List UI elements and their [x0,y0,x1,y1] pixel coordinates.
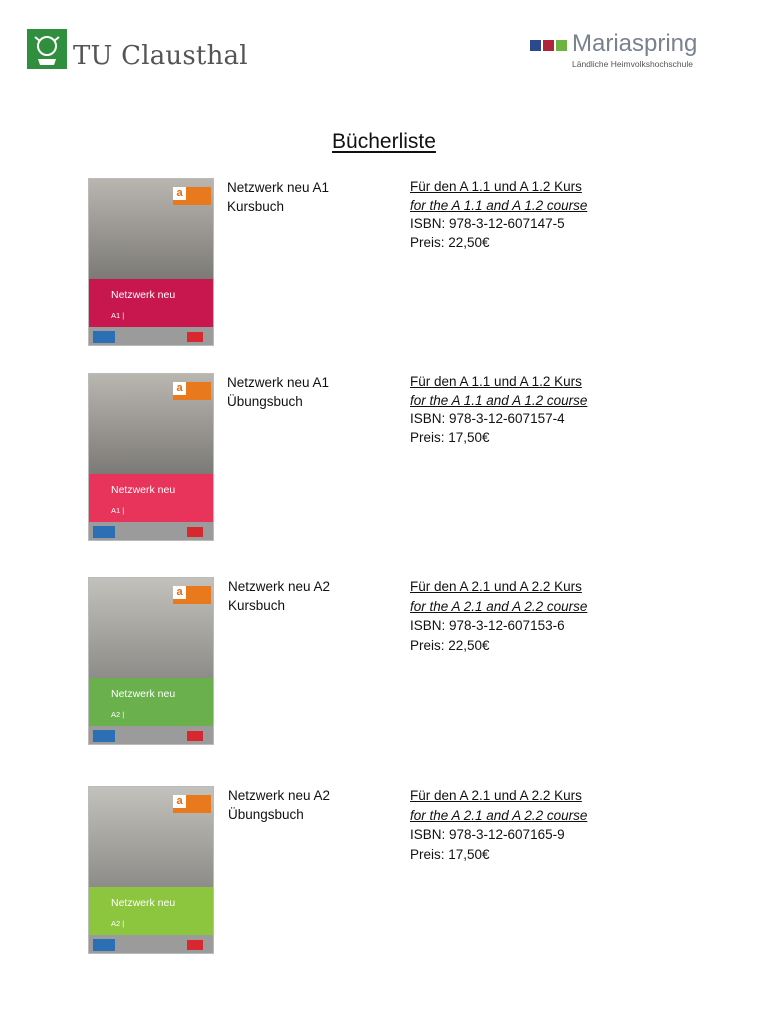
course-en: for the A 1.1 and A 1.2 course [410,197,588,213]
cover-title: Netzwerk neu [111,289,176,301]
book-title [227,178,329,216]
book-cover [88,786,214,954]
cover-footer [89,327,213,346]
klett-logo-icon [187,527,203,537]
book-cover [88,577,214,745]
cover-title: Netzwerk neu [111,688,176,700]
app-a-icon: a [173,187,186,200]
klett-logo-icon [187,731,203,741]
book-name: Netzwerk neu A1 [227,180,330,195]
page-title: Bücherliste [332,130,436,153]
course-en: for the A 2.1 and A 2.2 course [410,598,588,614]
book-entry [0,786,768,956]
book-entry [0,577,768,747]
cover-level: A1 | [111,311,125,320]
book-title [227,373,329,411]
book-name: Netzwerk neu A2 [228,579,331,594]
isbn: ISBN: 978-3-12-607153-6 [410,618,565,633]
mariaspring-logo [530,30,740,74]
isbn: ISBN: 978-3-12-607157-4 [410,411,565,426]
book-entry [0,178,768,348]
course-en: for the A 2.1 and A 2.2 course [410,807,588,823]
cover-footer [89,726,213,745]
app-a-icon: a [173,382,186,395]
cover-band [89,887,213,935]
book-type: Kursbuch [228,598,286,613]
book-info [410,786,587,864]
price: Preis: 17,50€ [410,429,490,445]
course-de: Für den A 2.1 und A 2.2 Kurs [410,579,582,594]
klett-logo-icon [187,332,203,342]
isbn: ISBN: 978-3-12-607147-5 [410,216,565,231]
cover-title: Netzwerk neu [111,897,176,909]
cover-footer [89,522,213,541]
tu-crest-icon [27,29,67,69]
course-de: Für den A 2.1 und A 2.2 Kurs [410,788,582,803]
book-name: Netzwerk neu A1 [227,375,330,390]
mariaspring-subtitle: Ländliche Heimvolkshochschule [572,59,693,69]
cover-badge [173,586,211,604]
cover-level: A2 | [111,919,125,928]
book-entry [0,373,768,543]
cover-level: A1 | [111,506,125,515]
cover-band [89,279,213,327]
klett-logo-icon [187,940,203,950]
book-type: Übungsbuch [227,394,303,409]
cover-badge [173,795,211,813]
isbn: ISBN: 978-3-12-607165-9 [410,827,565,842]
book-title [228,577,330,615]
cover-footer [89,935,213,954]
tu-logo-text: TU Clausthal [73,41,248,71]
mariaspring-name: Mariaspring [572,30,698,57]
cover-band [89,678,213,726]
book-type: Übungsbuch [228,807,304,822]
price: Preis: 17,50€ [410,846,490,862]
book-info [410,577,587,655]
course-de: Für den A 1.1 und A 1.2 Kurs [410,374,582,389]
cover-badge [173,187,211,205]
mariaspring-squares-icon [530,40,567,51]
book-cover [88,373,214,541]
app-a-icon: a [173,795,186,808]
price: Preis: 22,50€ [410,637,490,653]
app-a-icon: a [173,586,186,599]
course-en: for the A 1.1 and A 1.2 course [410,392,588,408]
book-info [410,178,587,252]
cover-level: A2 | [111,710,125,719]
book-cover [88,178,214,346]
book-type: Kursbuch [227,199,285,214]
book-title [228,786,330,824]
price: Preis: 22,50€ [410,234,490,250]
cover-badge [173,382,211,400]
course-de: Für den A 1.1 und A 1.2 Kurs [410,179,582,194]
cover-title: Netzwerk neu [111,484,176,496]
cover-band [89,474,213,522]
tu-clausthal-logo [27,29,248,69]
book-info [410,373,587,447]
book-name: Netzwerk neu A2 [228,788,331,803]
